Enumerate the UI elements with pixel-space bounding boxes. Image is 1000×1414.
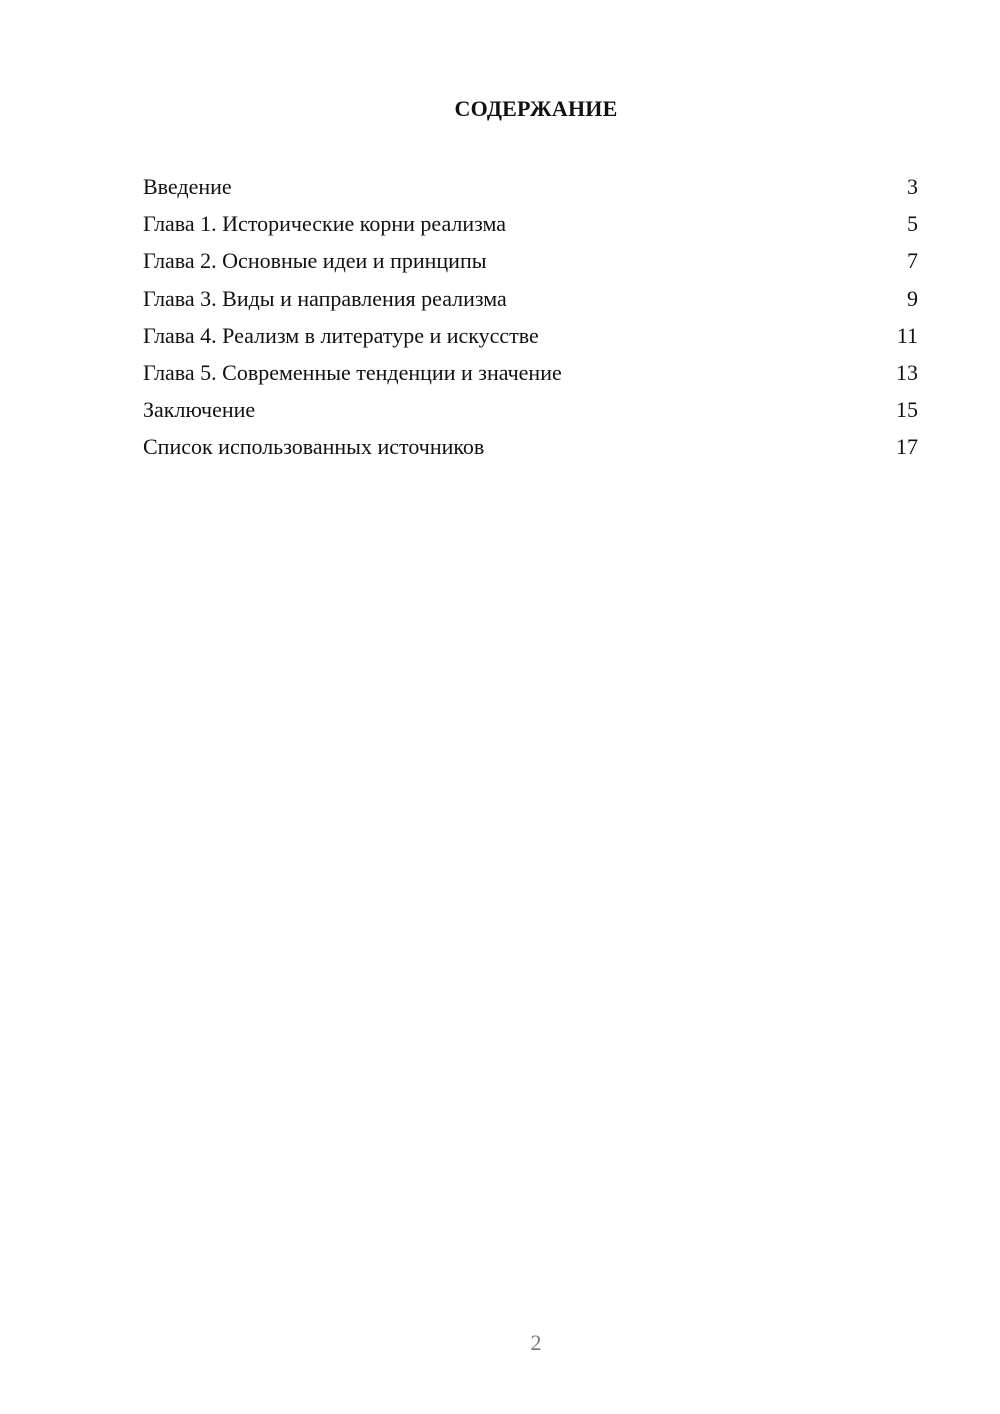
toc-item-chapter-2 (143, 242, 919, 279)
toc-entry-page: 5 (907, 211, 918, 237)
toc-entry-title: Список использованных источников (143, 434, 485, 460)
toc-item-introduction (143, 168, 919, 205)
toc-entry-title: Глава 3. Виды и направления реализма (143, 285, 507, 311)
toc-entry-page: 17 (896, 434, 918, 460)
toc-item-chapter-5 (143, 354, 919, 391)
toc-entry-page: 3 (907, 174, 918, 199)
toc-entry-title: Глава 5. Современные тенденции и значение (143, 359, 562, 385)
toc-title: СОДЕРЖАНИЕ (454, 96, 618, 121)
toc-entry-title: Введение (143, 174, 232, 199)
table-of-contents (143, 168, 919, 466)
toc-item-chapter-4 (143, 317, 919, 354)
toc-entry-title: Глава 2. Основные идеи и принципы (143, 248, 487, 274)
toc-entry-page: 13 (896, 359, 918, 385)
toc-entry-title: Глава 4. Реализм в литературе и искусстве (143, 322, 539, 348)
toc-item-conclusion (143, 391, 919, 428)
toc-item-references (143, 428, 919, 465)
toc-entry-page: 7 (907, 248, 918, 274)
toc-entry-page: 9 (907, 285, 918, 311)
toc-entry-page: 15 (896, 397, 918, 423)
toc-entry-title: Заключение (143, 397, 256, 423)
toc-entry-page: 11 (896, 322, 918, 348)
toc-entry-title: Глава 1. Исторические корни реализма (143, 211, 507, 237)
page-number: 2 (530, 1330, 542, 1355)
toc-item-chapter-1 (143, 205, 919, 242)
toc-item-chapter-3 (143, 280, 919, 317)
